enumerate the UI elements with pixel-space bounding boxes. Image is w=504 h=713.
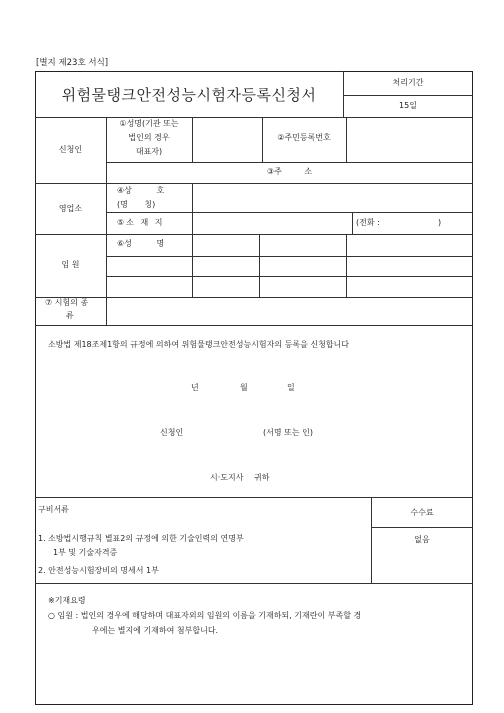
test-type-bottom-line: [35, 325, 473, 326]
fee-value: 없음: [414, 535, 430, 544]
sign-applicant: 신청인: [160, 428, 184, 437]
processing-value: 15일: [399, 101, 417, 110]
trade-name-label: ④상 호: [117, 186, 165, 195]
date-month: 월: [240, 383, 248, 392]
phone-label: (전화 :: [356, 218, 380, 227]
form-title: 위험물탱크안전성능시험자등록신청서: [61, 86, 317, 104]
sign-note: (서명 또는 인): [263, 428, 313, 437]
documents-label: 구비서류: [38, 505, 69, 514]
name-label-line2: 법인의 경우: [128, 133, 170, 142]
test-type-label-line2: 류: [66, 311, 74, 320]
fee-label: 수수료: [410, 508, 434, 517]
fee-divider: [371, 527, 473, 528]
officer-name-label: ⑥성 명: [117, 239, 165, 248]
officers-divider-3: [346, 234, 347, 297]
date-day: 일: [287, 383, 295, 392]
officers-section-label: 임 원: [61, 260, 80, 269]
officer-row-line-1: [106, 256, 473, 257]
test-type-label-line1: ⑦ 시험의 종: [45, 298, 89, 307]
document-item-2: 2. 안전성능시험장비의 명세서 1부: [38, 566, 159, 575]
name-label-line3: 대표자): [135, 147, 163, 156]
officers-bottom-line: [35, 297, 473, 298]
business-bottom-line: [35, 234, 473, 235]
phone-close: ): [438, 218, 442, 227]
notes-line-2: 우에는 별지에 기재하여 첨부합니다.: [92, 626, 219, 635]
trade-name-label-sub: (명 칭): [117, 200, 156, 209]
applicant-section-label: 신청인: [58, 145, 83, 154]
document-item-1: 1. 소방법시행규칙 별표2의 규정에 의한 기술인력의 연명부: [38, 534, 244, 543]
addressee: 시·도지사 귀하: [210, 473, 270, 482]
notes-line-1: ○ 임원 : 법인의 경우에 해당하며 대표자외의 임원의 이름을 기재하되, 기재란이 부족할 경: [48, 611, 362, 620]
applicant-regno-divider: [346, 117, 347, 162]
officer-row-line-2: [106, 276, 473, 277]
applicant-row-line: [106, 162, 473, 163]
address-label: ③주 소: [266, 167, 313, 176]
statement-text: 소방법 제18조제1항의 규정에 의하여 위험물탱크안전성능시험자의 등록을 신청합니다: [48, 340, 350, 349]
business-label-divider: [192, 183, 193, 234]
processing-label: 처리기간: [392, 78, 424, 87]
officers-divider-1: [192, 234, 193, 297]
business-row-line: [106, 212, 473, 213]
regno-label: ②주민등록번호: [277, 133, 331, 142]
form-number: [별지 제23호 서식]: [36, 58, 109, 68]
notes-title: ※기재요령: [48, 596, 86, 605]
documents-bottom-line: [35, 583, 473, 584]
business-section-label: 영업소: [58, 204, 83, 213]
officers-divider-2: [259, 234, 260, 297]
applicant-bottom-line: [35, 183, 473, 184]
name-label-line1: ①성명(기관 또는: [119, 119, 179, 128]
title-bottom-line: [35, 117, 473, 118]
applicant-name-divider: [192, 117, 193, 162]
document-item-1-cont: 1부 및 기술자격증: [53, 548, 118, 557]
location-label: ⑤소 재 지: [117, 218, 165, 227]
date-year: 년: [191, 383, 199, 392]
phone-divider: [352, 212, 353, 234]
statement-bottom-line: [35, 497, 473, 498]
processing-divider: [343, 95, 473, 96]
